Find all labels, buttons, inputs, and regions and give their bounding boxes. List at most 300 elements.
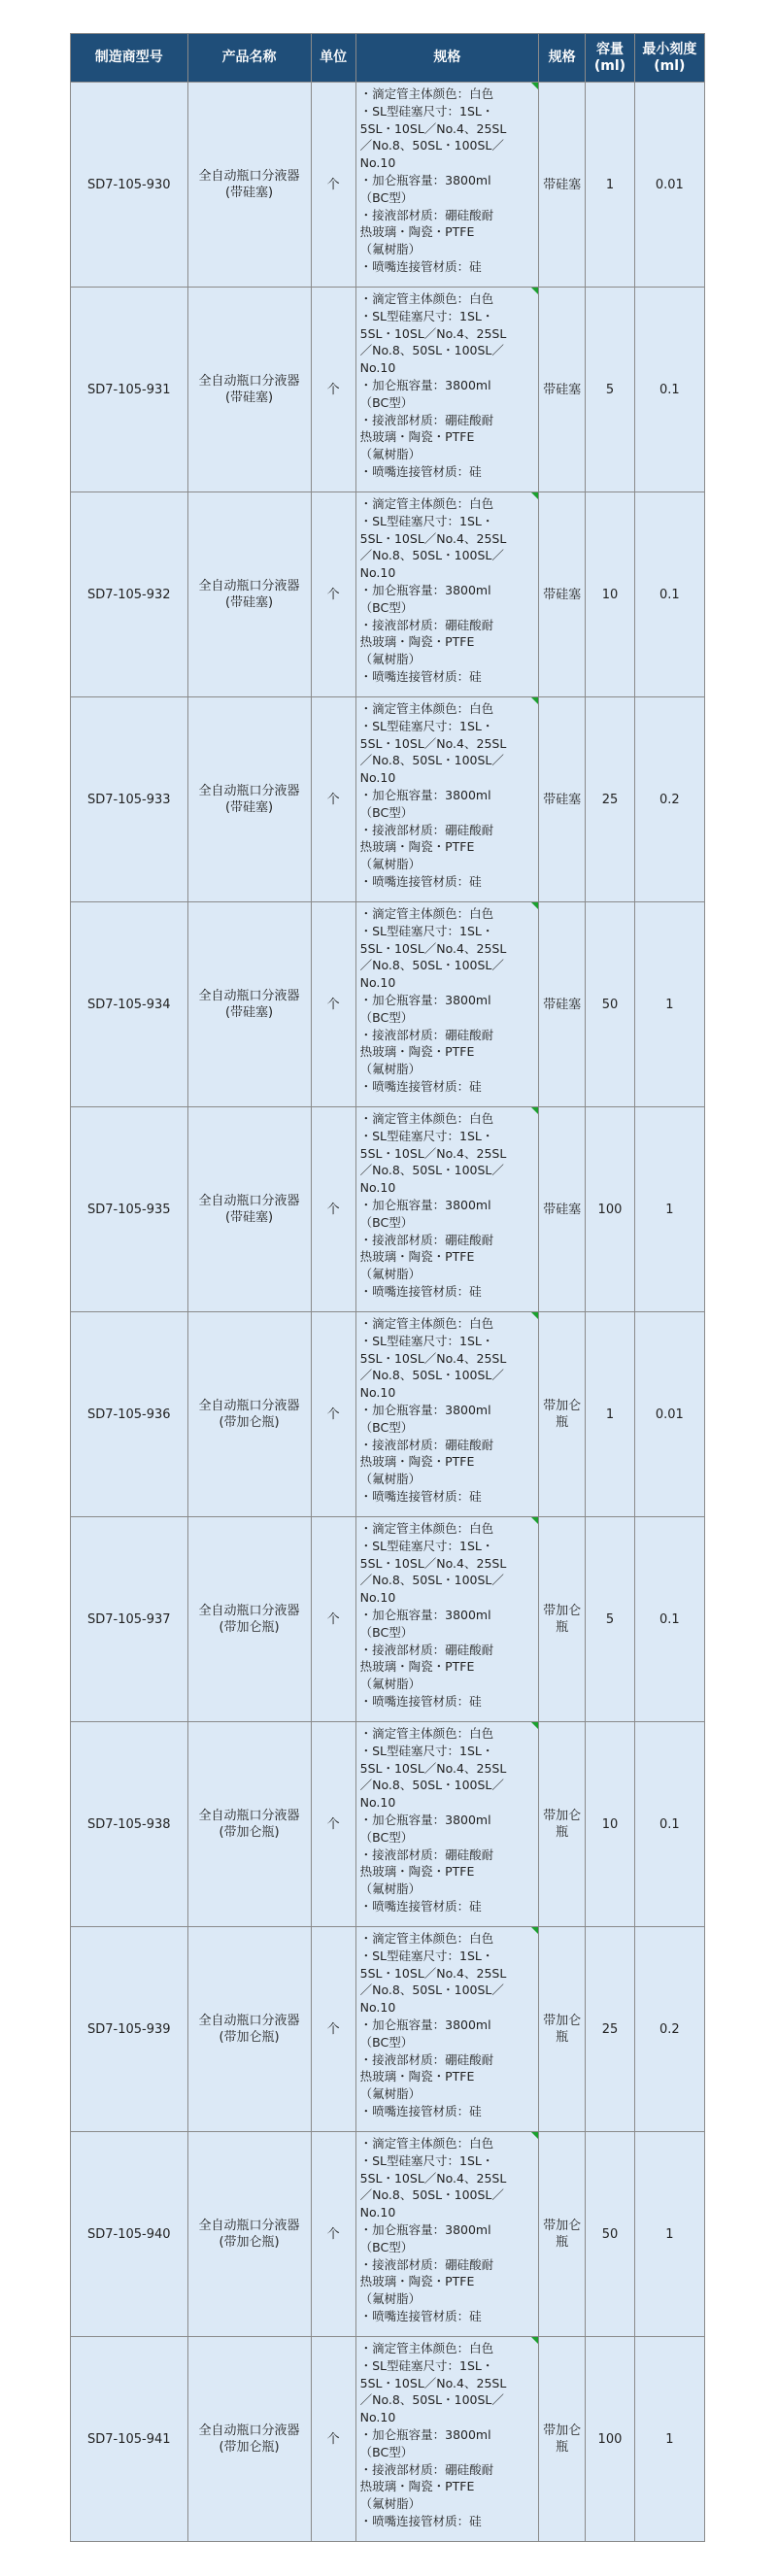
cell-spec-type xyxy=(539,1722,586,1927)
table-row xyxy=(71,288,705,492)
cell-spec-type xyxy=(539,1107,586,1312)
spec-line: 热玻璃・陶瓷・PTFE xyxy=(359,429,475,445)
cell-model xyxy=(71,1927,188,2132)
spec-line: ・SL型硅塞尺寸：1SL・ xyxy=(359,923,494,938)
cell-product-name xyxy=(187,1107,311,1312)
spec-line: ・喷嘴连接管材质：硅 xyxy=(359,1283,482,1299)
spec-line: ・滴定管主体颜色：白色 xyxy=(359,906,494,921)
spec-line: ／No.8、50SL・100SL／ xyxy=(359,1163,504,1178)
spec-line: ／No.8、50SL・100SL／ xyxy=(359,1983,504,1998)
comment-marker-icon xyxy=(531,1107,538,1114)
cell-min-scale-text: 0.1 xyxy=(659,382,680,397)
spec-line: ・喷嘴连接管材质：硅 xyxy=(359,2513,482,2528)
cell-spec-type-text: 带硅塞 xyxy=(543,997,582,1012)
cell-unit-text: 个 xyxy=(326,1202,340,1217)
spec-line: ・加仑瓶容量：3800ml xyxy=(359,172,491,187)
cell-min-scale xyxy=(634,1927,704,2132)
spec-line: ・喷嘴连接管材质：硅 xyxy=(359,873,482,889)
cell-unit xyxy=(311,83,355,288)
spec-line: ・接液部材质：硼硅酸耐 xyxy=(359,1232,494,1247)
cell-capacity xyxy=(586,1107,634,1312)
header-model: 制造商型号 xyxy=(71,34,188,83)
cell-capacity-text: 50 xyxy=(601,997,619,1012)
cell-product-name-text: 全自动瓶口分液器 (带加仑瓶) xyxy=(198,2423,300,2455)
cell-model xyxy=(71,1517,188,1722)
cell-spec-type xyxy=(539,83,586,288)
cell-capacity xyxy=(586,1517,634,1722)
spec-line: 热玻璃・陶瓷・PTFE xyxy=(359,1864,475,1880)
cell-spec-type xyxy=(539,1312,586,1517)
cell-unit xyxy=(311,2132,355,2337)
cell-spec-type-text: 带加仑瓶 xyxy=(543,2219,582,2250)
cell-capacity-text: 10 xyxy=(601,1816,619,1832)
spec-line: ・SL型硅塞尺寸：1SL・ xyxy=(359,308,494,323)
spec-line: ・滴定管主体颜色：白色 xyxy=(359,1111,494,1126)
spec-line: （氟树脂） xyxy=(359,242,422,257)
cell-spec-type-text: 带硅塞 xyxy=(543,177,582,192)
cell-model-text: SD7-105-933 xyxy=(86,792,171,807)
spec-line: ・SL型硅塞尺寸：1SL・ xyxy=(359,1538,494,1553)
cell-unit xyxy=(311,288,355,492)
spec-line: ・滴定管主体颜色：白色 xyxy=(359,1931,494,1946)
table-row xyxy=(71,1312,705,1517)
cell-model-text: SD7-105-938 xyxy=(86,1816,171,1832)
cell-unit xyxy=(311,902,355,1107)
cell-min-scale xyxy=(634,2337,704,2542)
spec-line: ・接液部材质：硼硅酸耐 xyxy=(359,1642,494,1657)
cell-model-text: SD7-105-939 xyxy=(86,2021,171,2037)
cell-min-scale-text: 1 xyxy=(665,2431,674,2447)
cell-spec-type-text: 带硅塞 xyxy=(543,382,582,397)
spec-line: ／No.8、50SL・100SL／ xyxy=(359,343,504,358)
cell-model xyxy=(71,1312,188,1517)
spec-line: （BC型） xyxy=(359,1214,414,1230)
spec-line: ・接液部材质：硼硅酸耐 xyxy=(359,1027,494,1042)
spec-line: （氟树脂） xyxy=(359,1881,422,1897)
spec-line: No.10 xyxy=(359,360,396,376)
cell-spec-type xyxy=(539,1517,586,1722)
cell-product-name xyxy=(187,2132,311,2337)
spec-line: ・SL型硅塞尺寸：1SL・ xyxy=(359,1948,494,1963)
cell-spec xyxy=(355,1517,538,1722)
spec-line: 5SL・10SL／No.4、25SL xyxy=(359,2375,507,2390)
spec-line: ／No.8、50SL・100SL／ xyxy=(359,2392,504,2408)
cell-model xyxy=(71,492,188,697)
cell-min-scale xyxy=(634,1107,704,1312)
cell-unit xyxy=(311,697,355,902)
spec-line: ・喷嘴连接管材质：硅 xyxy=(359,463,482,479)
spec-line: 热玻璃・陶瓷・PTFE xyxy=(359,634,475,650)
cell-spec xyxy=(355,1722,538,1927)
spec-line: （氟树脂） xyxy=(359,652,422,667)
cell-product-name xyxy=(187,1517,311,1722)
cell-min-scale-text: 0.1 xyxy=(659,1816,680,1832)
spec-line: （BC型） xyxy=(359,2034,414,2050)
cell-product-name-text: 全自动瓶口分液器 (带加仑瓶) xyxy=(198,2219,300,2250)
spec-line: （BC型） xyxy=(359,1419,414,1435)
spec-line: （BC型） xyxy=(359,599,414,615)
spec-line: ・滴定管主体颜色：白色 xyxy=(359,496,494,511)
spec-line: ・滴定管主体颜色：白色 xyxy=(359,701,494,716)
cell-model-text: SD7-105-941 xyxy=(86,2431,171,2447)
spec-line: 5SL・10SL／No.4、25SL xyxy=(359,530,507,546)
spec-line: ・SL型硅塞尺寸：1SL・ xyxy=(359,2152,494,2168)
spec-line: （BC型） xyxy=(359,2239,414,2254)
cell-unit xyxy=(311,2337,355,2542)
cell-spec-type-text: 带加仑瓶 xyxy=(543,1604,582,1635)
spec-line: （氟树脂） xyxy=(359,447,422,462)
cell-unit xyxy=(311,492,355,697)
cell-spec xyxy=(355,83,538,288)
cell-model xyxy=(71,1722,188,1927)
table-row xyxy=(71,1517,705,1722)
cell-unit xyxy=(311,1927,355,2132)
table-row xyxy=(71,83,705,288)
table-row xyxy=(71,2132,705,2337)
spec-line: ・喷嘴连接管材质：硅 xyxy=(359,1078,482,1094)
cell-min-scale-text: 0.2 xyxy=(659,792,680,807)
cell-product-name-text: 全自动瓶口分液器 (带加仑瓶) xyxy=(198,1809,300,1840)
cell-unit xyxy=(311,1517,355,1722)
cell-min-scale-text: 0.2 xyxy=(659,2021,680,2037)
cell-product-name xyxy=(187,1722,311,1927)
spec-line: ・接液部材质：硼硅酸耐 xyxy=(359,412,494,427)
header-product-name: 产品名称 xyxy=(187,34,311,83)
cell-capacity xyxy=(586,697,634,902)
spec-line: No.10 xyxy=(359,2000,396,2016)
spec-line: ・加仑瓶容量：3800ml xyxy=(359,2426,491,2442)
cell-spec xyxy=(355,1107,538,1312)
cell-unit-text: 个 xyxy=(326,1407,340,1422)
cell-model-text: SD7-105-940 xyxy=(86,2226,171,2242)
spec-line: ・加仑瓶容量：3800ml xyxy=(359,2221,491,2237)
spec-line: 热玻璃・陶瓷・PTFE xyxy=(359,1044,475,1060)
cell-capacity-text: 50 xyxy=(601,2226,619,2242)
cell-unit-text: 个 xyxy=(326,792,340,807)
cell-product-name-text: 全自动瓶口分液器 (带硅塞) xyxy=(198,374,300,405)
cell-spec xyxy=(355,697,538,902)
spec-line: 5SL・10SL／No.4、25SL xyxy=(359,120,507,136)
spec-line: （氟树脂） xyxy=(359,1677,422,1692)
cell-capacity-text: 5 xyxy=(605,1611,615,1627)
cell-product-name xyxy=(187,1312,311,1517)
spec-line: ・接液部材质：硼硅酸耐 xyxy=(359,1437,494,1452)
spec-line: ／No.8、50SL・100SL／ xyxy=(359,1573,504,1588)
cell-product-name xyxy=(187,288,311,492)
spec-line: ・加仑瓶容量：3800ml xyxy=(359,992,491,1007)
cell-capacity xyxy=(586,2337,634,2542)
comment-marker-icon xyxy=(531,492,538,499)
spec-line: ・喷嘴连接管材质：硅 xyxy=(359,2103,482,2118)
spec-line: No.10 xyxy=(359,1385,396,1401)
cell-unit xyxy=(311,1722,355,1927)
cell-capacity xyxy=(586,1312,634,1517)
spec-line: No.10 xyxy=(359,975,396,991)
spec-line: ・接液部材质：硼硅酸耐 xyxy=(359,207,494,222)
spec-line: 5SL・10SL／No.4、25SL xyxy=(359,1555,507,1571)
spec-line: （氟树脂） xyxy=(359,2496,422,2512)
spec-line: ・加仑瓶容量：3800ml xyxy=(359,1607,491,1622)
spec-line: ／No.8、50SL・100SL／ xyxy=(359,1368,504,1383)
cell-spec-type-text: 带加仑瓶 xyxy=(543,1809,582,1840)
cell-unit-text: 个 xyxy=(326,177,340,192)
spec-line: ・加仑瓶容量：3800ml xyxy=(359,1812,491,1827)
cell-capacity xyxy=(586,1722,634,1927)
spec-line: 5SL・10SL／No.4、25SL xyxy=(359,1145,507,1161)
spec-line: ・接液部材质：硼硅酸耐 xyxy=(359,617,494,632)
spec-line: （氟树脂） xyxy=(359,857,422,872)
cell-model xyxy=(71,902,188,1107)
cell-model xyxy=(71,697,188,902)
spec-line: ／No.8、50SL・100SL／ xyxy=(359,548,504,563)
spec-line: ・喷嘴连接管材质：硅 xyxy=(359,1488,482,1504)
cell-spec xyxy=(355,2337,538,2542)
spec-line: ・喷嘴连接管材质：硅 xyxy=(359,2308,482,2323)
spec-line: 5SL・10SL／No.4、25SL xyxy=(359,940,507,956)
cell-min-scale xyxy=(634,697,704,902)
cell-min-scale xyxy=(634,1312,704,1517)
spec-line: （氟树脂） xyxy=(359,2086,422,2102)
spec-line: （BC型） xyxy=(359,189,414,205)
cell-capacity-text: 1 xyxy=(605,1407,615,1422)
cell-min-scale-text: 0.1 xyxy=(659,587,680,602)
spec-line: ・加仑瓶容量：3800ml xyxy=(359,1402,491,1417)
comment-marker-icon xyxy=(531,1722,538,1729)
table-row xyxy=(71,697,705,902)
cell-unit xyxy=(311,1312,355,1517)
comment-marker-icon xyxy=(531,1312,538,1319)
table-row xyxy=(71,1722,705,1927)
cell-model xyxy=(71,83,188,288)
cell-product-name-text: 全自动瓶口分液器 (带硅塞) xyxy=(198,784,300,815)
cell-spec xyxy=(355,2132,538,2337)
spec-line: ・加仑瓶容量：3800ml xyxy=(359,582,491,597)
spec-line: No.10 xyxy=(359,1180,396,1196)
spec-line: 热玻璃・陶瓷・PTFE xyxy=(359,2479,475,2494)
spec-line: No.10 xyxy=(359,2205,396,2220)
table-body xyxy=(71,83,705,2542)
cell-model-text: SD7-105-934 xyxy=(86,997,171,1012)
cell-model-text: SD7-105-935 xyxy=(86,1202,171,1217)
spec-line: ・加仑瓶容量：3800ml xyxy=(359,377,491,392)
cell-product-name-text: 全自动瓶口分液器 (带硅塞) xyxy=(198,169,300,200)
cell-min-scale-text: 0.01 xyxy=(655,177,684,192)
cell-min-scale xyxy=(634,2132,704,2337)
cell-min-scale-text: 0.1 xyxy=(659,1611,680,1627)
cell-model-text: SD7-105-932 xyxy=(86,587,171,602)
cell-product-name xyxy=(187,83,311,288)
cell-min-scale-text: 1 xyxy=(665,2226,674,2242)
cell-product-name-text: 全自动瓶口分液器 (带加仑瓶) xyxy=(198,1604,300,1635)
table-row xyxy=(71,1107,705,1312)
spec-line: 热玻璃・陶瓷・PTFE xyxy=(359,2274,475,2289)
spec-line: 热玻璃・陶瓷・PTFE xyxy=(359,224,475,240)
cell-product-name-text: 全自动瓶口分液器 (带硅塞) xyxy=(198,579,300,610)
cell-spec-type xyxy=(539,1927,586,2132)
cell-capacity xyxy=(586,2132,634,2337)
comment-marker-icon xyxy=(531,1517,538,1524)
spec-line: 热玻璃・陶瓷・PTFE xyxy=(359,1249,475,1265)
spec-line: ・SL型硅塞尺寸：1SL・ xyxy=(359,2357,494,2373)
cell-unit-text: 个 xyxy=(326,587,340,602)
spec-line: ／No.8、50SL・100SL／ xyxy=(359,958,504,973)
spec-line: 热玻璃・陶瓷・PTFE xyxy=(359,1659,475,1675)
spec-line: ・滴定管主体颜色：白色 xyxy=(359,1316,494,1331)
cell-spec-type-text: 带加仑瓶 xyxy=(543,2423,582,2455)
table-row xyxy=(71,902,705,1107)
cell-product-name xyxy=(187,492,311,697)
header-unit: 单位 xyxy=(311,34,355,83)
cell-model-text: SD7-105-937 xyxy=(86,1611,171,1627)
spec-line: ・滴定管主体颜色：白色 xyxy=(359,86,494,101)
spec-line: ・滴定管主体颜色：白色 xyxy=(359,1521,494,1536)
cell-spec-type xyxy=(539,2337,586,2542)
cell-capacity xyxy=(586,83,634,288)
spec-line: No.10 xyxy=(359,1590,396,1606)
cell-spec-type xyxy=(539,492,586,697)
spec-line: （BC型） xyxy=(359,394,414,410)
spec-line: ・SL型硅塞尺寸：1SL・ xyxy=(359,513,494,528)
spec-line: （BC型） xyxy=(359,2444,414,2459)
comment-marker-icon xyxy=(531,83,538,89)
cell-spec xyxy=(355,288,538,492)
cell-model xyxy=(71,288,188,492)
cell-capacity-text: 100 xyxy=(597,2431,623,2447)
comment-marker-icon xyxy=(531,288,538,294)
spec-line: No.10 xyxy=(359,770,396,786)
comment-marker-icon xyxy=(531,1927,538,1934)
cell-spec-type-text: 带硅塞 xyxy=(543,792,582,807)
cell-unit xyxy=(311,1107,355,1312)
cell-model-text: SD7-105-930 xyxy=(86,177,171,192)
spec-line: 5SL・10SL／No.4、25SL xyxy=(359,2170,507,2186)
spec-line: （BC型） xyxy=(359,1009,414,1025)
spec-line: 5SL・10SL／No.4、25SL xyxy=(359,325,507,341)
spec-line: ・接液部材质：硼硅酸耐 xyxy=(359,1847,494,1862)
spec-line: ・喷嘴连接管材质：硅 xyxy=(359,1693,482,1709)
cell-spec-type xyxy=(539,697,586,902)
cell-min-scale xyxy=(634,83,704,288)
cell-capacity-text: 25 xyxy=(601,2021,619,2037)
spec-line: ・滴定管主体颜色：白色 xyxy=(359,2136,494,2151)
cell-min-scale-text: 1 xyxy=(665,1202,674,1217)
spec-line: ／No.8、50SL・100SL／ xyxy=(359,2187,504,2203)
header-capacity: 容量 (ml) xyxy=(586,34,634,83)
cell-min-scale xyxy=(634,902,704,1107)
spec-line: ・SL型硅塞尺寸：1SL・ xyxy=(359,1743,494,1758)
cell-spec xyxy=(355,1312,538,1517)
spec-line: 5SL・10SL／No.4、25SL xyxy=(359,1350,507,1366)
spec-line: （氟树脂） xyxy=(359,2291,422,2307)
spec-line: ／No.8、50SL・100SL／ xyxy=(359,138,504,153)
cell-unit-text: 个 xyxy=(326,382,340,397)
spec-line: （氟树脂） xyxy=(359,1062,422,1077)
cell-unit-text: 个 xyxy=(326,1611,340,1627)
cell-product-name xyxy=(187,902,311,1107)
cell-unit-text: 个 xyxy=(326,1816,340,1832)
spec-line: 5SL・10SL／No.4、25SL xyxy=(359,735,507,751)
cell-spec-type xyxy=(539,2132,586,2337)
spec-line: ・加仑瓶容量：3800ml xyxy=(359,1197,491,1212)
spec-line: ・接液部材质：硼硅酸耐 xyxy=(359,2051,494,2067)
spec-line: ・滴定管主体颜色：白色 xyxy=(359,2341,494,2356)
cell-spec-type-text: 带加仑瓶 xyxy=(543,1399,582,1430)
cell-capacity-text: 25 xyxy=(601,792,619,807)
cell-model xyxy=(71,2132,188,2337)
cell-min-scale xyxy=(634,492,704,697)
header-spec: 规格 xyxy=(355,34,538,83)
spec-line: ・喷嘴连接管材质：硅 xyxy=(359,258,482,274)
cell-model xyxy=(71,2337,188,2542)
cell-spec-type-text: 带硅塞 xyxy=(543,1202,582,1217)
spec-line: ・接液部材质：硼硅酸耐 xyxy=(359,2461,494,2477)
cell-spec-type-text: 带硅塞 xyxy=(543,587,582,602)
spec-line: （氟树脂） xyxy=(359,1472,422,1487)
cell-capacity-text: 10 xyxy=(601,587,619,602)
cell-capacity-text: 100 xyxy=(597,1202,623,1217)
table-row xyxy=(71,1927,705,2132)
cell-product-name-text: 全自动瓶口分液器 (带硅塞) xyxy=(198,989,300,1020)
spec-line: ・喷嘴连接管材质：硅 xyxy=(359,668,482,684)
cell-model xyxy=(71,1107,188,1312)
cell-product-name xyxy=(187,1927,311,2132)
comment-marker-icon xyxy=(531,902,538,909)
cell-capacity xyxy=(586,492,634,697)
cell-capacity xyxy=(586,1927,634,2132)
cell-product-name-text: 全自动瓶口分液器 (带加仑瓶) xyxy=(198,1399,300,1430)
product-spec-table xyxy=(70,33,705,2542)
spec-line: ／No.8、50SL・100SL／ xyxy=(359,753,504,768)
spec-line: ・接液部材质：硼硅酸耐 xyxy=(359,2256,494,2272)
table-row xyxy=(71,2337,705,2542)
spec-line: 热玻璃・陶瓷・PTFE xyxy=(359,1454,475,1470)
spec-line: ・SL型硅塞尺寸：1SL・ xyxy=(359,1128,494,1143)
cell-unit-text: 个 xyxy=(326,2021,340,2037)
spec-line: ・加仑瓶容量：3800ml xyxy=(359,2017,491,2032)
cell-unit-text: 个 xyxy=(326,2226,340,2242)
spec-line: No.10 xyxy=(359,565,396,581)
spec-line: 热玻璃・陶瓷・PTFE xyxy=(359,839,475,855)
cell-spec-type-text: 带加仑瓶 xyxy=(543,2014,582,2045)
cell-min-scale xyxy=(634,288,704,492)
cell-spec-type xyxy=(539,902,586,1107)
comment-marker-icon xyxy=(531,2132,538,2139)
spec-line: ・滴定管主体颜色：白色 xyxy=(359,1726,494,1741)
cell-unit-text: 个 xyxy=(326,2431,340,2447)
spec-line: ・SL型硅塞尺寸：1SL・ xyxy=(359,103,494,119)
cell-product-name xyxy=(187,2337,311,2542)
header-min-scale: 最小刻度 (ml) xyxy=(634,34,704,83)
cell-product-name-text: 全自动瓶口分液器 (带加仑瓶) xyxy=(198,2014,300,2045)
cell-capacity-text: 5 xyxy=(605,382,615,397)
spec-line: ・接液部材质：硼硅酸耐 xyxy=(359,822,494,837)
spec-line: （BC型） xyxy=(359,804,414,820)
spec-line: （BC型） xyxy=(359,1624,414,1640)
spec-line: 热玻璃・陶瓷・PTFE xyxy=(359,2069,475,2085)
cell-model-text: SD7-105-931 xyxy=(86,382,171,397)
spec-line: No.10 xyxy=(359,2410,396,2425)
table-header xyxy=(71,34,705,83)
cell-capacity-text: 1 xyxy=(605,177,615,192)
spec-line: （氟树脂） xyxy=(359,1267,422,1282)
cell-product-name xyxy=(187,697,311,902)
cell-capacity xyxy=(586,288,634,492)
spec-line: ・加仑瓶容量：3800ml xyxy=(359,787,491,802)
header-spec-type: 规格 xyxy=(539,34,586,83)
spec-line: 5SL・10SL／No.4、25SL xyxy=(359,1965,507,1981)
spec-line: 5SL・10SL／No.4、25SL xyxy=(359,1760,507,1776)
cell-min-scale xyxy=(634,1517,704,1722)
